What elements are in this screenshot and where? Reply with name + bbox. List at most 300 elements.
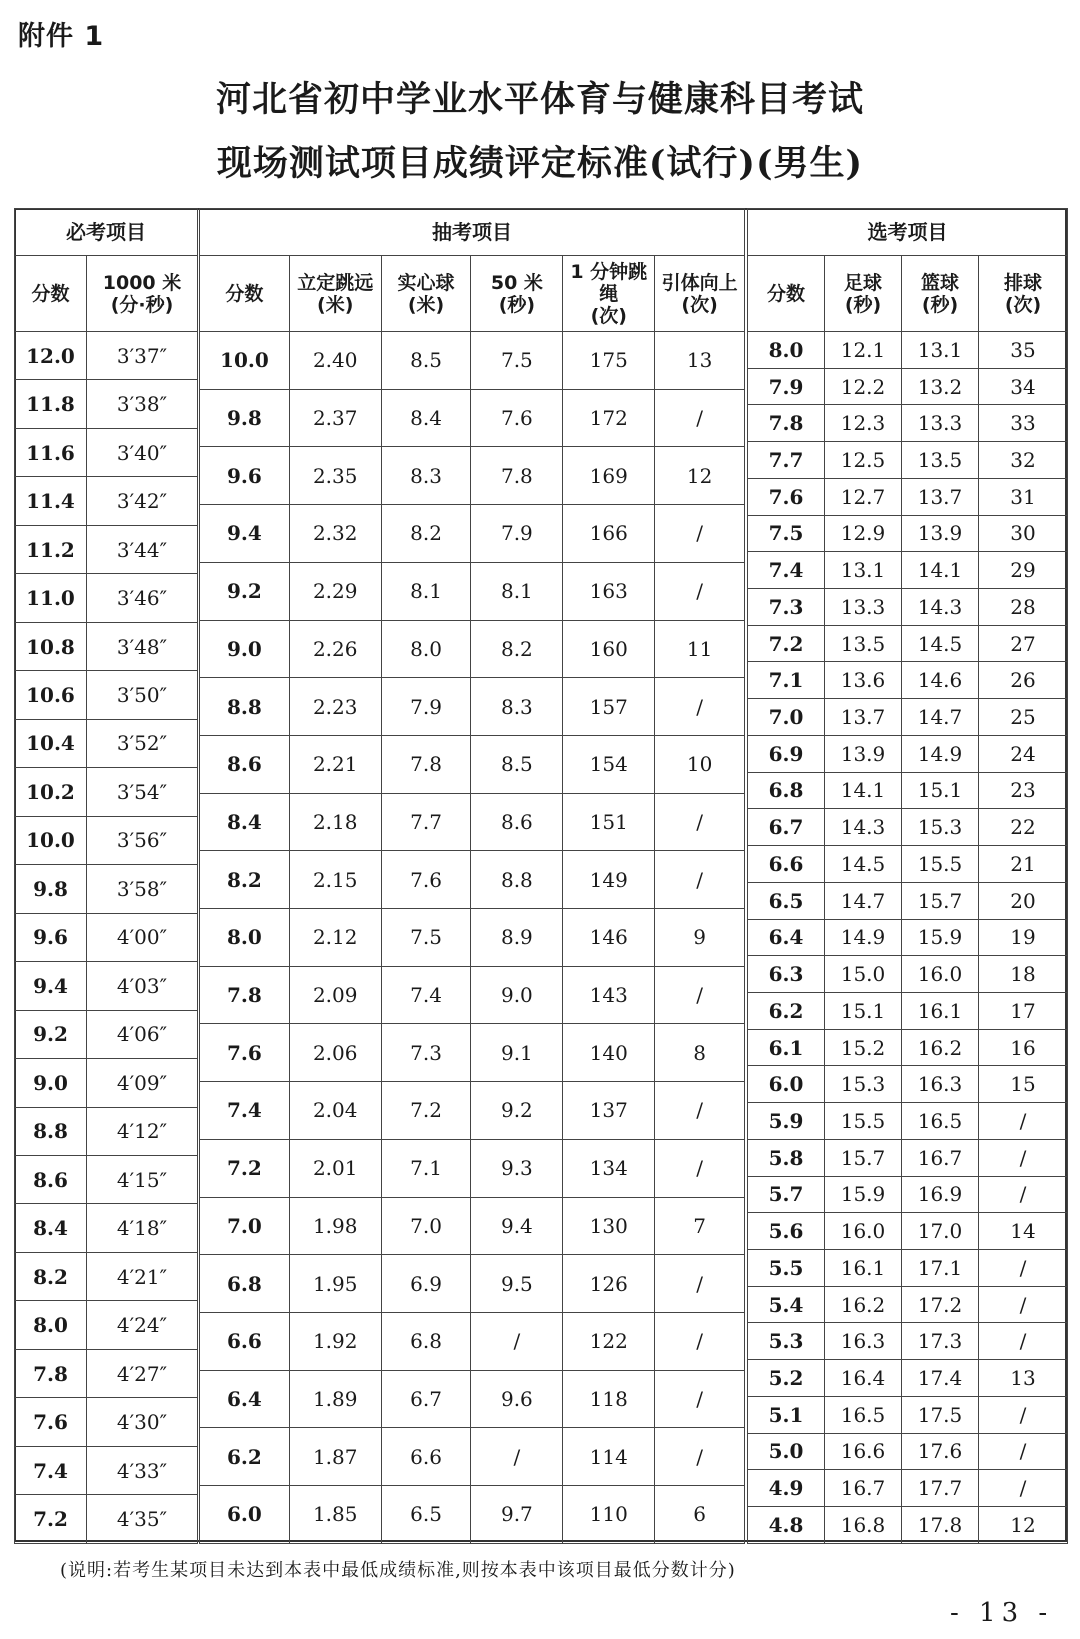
soccer-header: 足球 (秒) <box>825 256 902 332</box>
table-row <box>748 1066 1068 1103</box>
elective-score-cell: 7.8 <box>748 405 825 442</box>
elective-score-cell: 4.8 <box>748 1507 825 1544</box>
sampled-value-cell: 2.18 <box>289 793 381 851</box>
table-row <box>748 1286 1068 1323</box>
sampled-value-cell: 2.35 <box>289 447 381 505</box>
sampled-value-cell: 126 <box>563 1255 655 1313</box>
sampled-value-cell: / <box>655 1370 745 1428</box>
required-value-cell: 4′09″ <box>87 1059 198 1107</box>
sampled-value-cell: 1.85 <box>289 1486 381 1544</box>
table-row <box>748 552 1068 589</box>
elective-value-cell: 18 <box>979 956 1068 993</box>
required-table-body <box>15 332 198 1544</box>
elective-score-cell: 7.0 <box>748 699 825 736</box>
elective-value-cell: 16.9 <box>902 1176 979 1213</box>
table-row <box>748 625 1068 662</box>
elective-score-cell: 5.4 <box>748 1286 825 1323</box>
table-row <box>200 1312 745 1370</box>
sampled-score-cell: 6.2 <box>200 1428 290 1486</box>
sampled-value-cell: 7.9 <box>471 505 563 563</box>
sampled-value-cell: 7.8 <box>471 447 563 505</box>
sampled-value-cell: 2.04 <box>289 1082 381 1140</box>
elective-value-cell: 16.2 <box>825 1286 902 1323</box>
elective-value-cell: 16.3 <box>902 1066 979 1103</box>
sampled-value-cell: 149 <box>563 851 655 909</box>
sampled-score-cell: 7.4 <box>200 1082 290 1140</box>
elective-value-cell: 15.3 <box>902 809 979 846</box>
table-row <box>15 622 198 670</box>
elective-score-cell: 7.2 <box>748 625 825 662</box>
table-row <box>748 919 1068 956</box>
sampled-value-cell: / <box>471 1428 563 1486</box>
elective-score-cell: 4.9 <box>748 1470 825 1507</box>
elective-value-cell: 13.7 <box>902 478 979 515</box>
required-score-cell: 10.4 <box>15 719 87 767</box>
elective-value-cell: 13.3 <box>902 405 979 442</box>
elective-value-cell: 13.2 <box>902 368 979 405</box>
sampled-value-cell: 169 <box>563 447 655 505</box>
table-row <box>15 816 198 864</box>
table-row <box>15 962 198 1010</box>
sampled-value-cell: 8.1 <box>471 562 563 620</box>
elective-score-cell: 6.3 <box>748 956 825 993</box>
sampled-value-cell: 2.09 <box>289 966 381 1024</box>
sampled-value-cell: 1.89 <box>289 1370 381 1428</box>
elective-value-cell: 15.5 <box>825 1103 902 1140</box>
required-value-cell: 3′58″ <box>87 865 198 913</box>
elective-score-cell: 6.8 <box>748 772 825 809</box>
required-score-cell: 9.2 <box>15 1010 87 1058</box>
elective-value-cell: 15.1 <box>902 772 979 809</box>
elective-value-cell: 24 <box>979 735 1068 772</box>
sampled-value-cell: 9.5 <box>471 1255 563 1313</box>
elective-value-cell: 12.5 <box>825 442 902 479</box>
sampled-value-cell: 1.95 <box>289 1255 381 1313</box>
required-score-cell: 11.6 <box>15 428 87 476</box>
table-row <box>15 1301 198 1349</box>
elective-value-cell: 17.7 <box>902 1470 979 1507</box>
elective-value-cell: 14.1 <box>902 552 979 589</box>
table-row <box>15 1398 198 1446</box>
elective-score-cell: 5.2 <box>748 1360 825 1397</box>
pull-up-header: 引体向上 (次) <box>655 256 745 332</box>
table-row <box>15 671 198 719</box>
required-value-cell: 3′52″ <box>87 719 198 767</box>
elective-value-cell: 28 <box>979 589 1068 626</box>
required-value-cell: 3′50″ <box>87 671 198 719</box>
elective-value-cell: 16 <box>979 1029 1068 1066</box>
table-row <box>748 368 1068 405</box>
elective-value-cell: 17.1 <box>902 1249 979 1286</box>
table-row <box>15 865 198 913</box>
sampled-value-cell: / <box>655 389 745 447</box>
table-row <box>200 966 745 1024</box>
required-score-cell: 11.2 <box>15 525 87 573</box>
table-row <box>200 909 745 967</box>
table-row <box>200 505 745 563</box>
table-row <box>200 389 745 447</box>
elective-value-cell: 23 <box>979 772 1068 809</box>
sampled-value-cell: 175 <box>563 332 655 390</box>
table-row <box>200 1370 745 1428</box>
sampled-value-cell: 11 <box>655 620 745 678</box>
elective-value-cell: 16.7 <box>825 1470 902 1507</box>
required-score-cell: 10.0 <box>15 816 87 864</box>
standing-jump-header: 立定跳远 (米) <box>289 256 381 332</box>
sampled-value-cell: 7.5 <box>471 332 563 390</box>
sampled-value-cell: 2.15 <box>289 851 381 909</box>
sampled-score-cell: 7.0 <box>200 1197 290 1255</box>
sampled-value-cell: 7.6 <box>381 851 471 909</box>
elective-value-cell: 14.9 <box>825 919 902 956</box>
elective-score-cell: 5.1 <box>748 1396 825 1433</box>
elective-value-cell: 34 <box>979 368 1068 405</box>
sampled-items-table <box>199 208 745 1544</box>
sampled-value-cell: 8.8 <box>471 851 563 909</box>
sampled-value-cell: 157 <box>563 678 655 736</box>
sampled-score-cell: 6.6 <box>200 1312 290 1370</box>
sampled-score-cell: 6.0 <box>200 1486 290 1544</box>
jump-rope-header: 1 分钟跳绳 (次) <box>563 256 655 332</box>
table-row <box>200 851 745 909</box>
sampled-value-cell: 9 <box>655 909 745 967</box>
elective-score-cell: 5.9 <box>748 1103 825 1140</box>
required-group-header: 必考项目 <box>15 209 198 256</box>
elective-value-cell: 14.7 <box>902 699 979 736</box>
sampled-value-cell: 154 <box>563 735 655 793</box>
elective-value-cell: 14.6 <box>902 662 979 699</box>
sampled-value-cell: 12 <box>655 447 745 505</box>
required-score-cell: 8.6 <box>15 1155 87 1203</box>
table-row <box>15 1252 198 1300</box>
sampled-value-cell: / <box>655 966 745 1024</box>
table-row <box>748 1213 1068 1250</box>
required-score-cell: 8.2 <box>15 1252 87 1300</box>
elective-items-table <box>747 208 1068 1544</box>
elective-value-cell: 16.4 <box>825 1360 902 1397</box>
sampled-value-cell: / <box>655 678 745 736</box>
sampled-value-cell: 143 <box>563 966 655 1024</box>
table-row <box>200 620 745 678</box>
elective-value-cell: 13 <box>979 1360 1068 1397</box>
sampled-score-cell: 6.8 <box>200 1255 290 1313</box>
elective-value-cell: 15 <box>979 1066 1068 1103</box>
table-row <box>748 809 1068 846</box>
table-row <box>748 772 1068 809</box>
sampled-score-cell: 8.8 <box>200 678 290 736</box>
required-score-cell: 11.4 <box>15 477 87 525</box>
elective-value-cell: 15.1 <box>825 992 902 1029</box>
required-value-cell: 4′12″ <box>87 1107 198 1155</box>
sampled-value-cell: 137 <box>563 1082 655 1140</box>
table-row <box>200 1082 745 1140</box>
sampled-value-cell: 2.26 <box>289 620 381 678</box>
elective-value-cell: 17.8 <box>902 1507 979 1544</box>
sampled-score-cell: 9.0 <box>200 620 290 678</box>
sampled-value-cell: 7 <box>655 1197 745 1255</box>
elective-value-cell: 17 <box>979 992 1068 1029</box>
sampled-value-cell: 6.6 <box>381 1428 471 1486</box>
elective-score-cell: 5.3 <box>748 1323 825 1360</box>
sampled-value-cell: 7.8 <box>381 735 471 793</box>
required-score-cell: 8.4 <box>15 1204 87 1252</box>
elective-value-cell: 12.2 <box>825 368 902 405</box>
elective-value-cell: 14.9 <box>902 735 979 772</box>
sprint-50m-header: 50 米 (秒) <box>471 256 563 332</box>
table-row <box>748 405 1068 442</box>
table-row <box>748 1433 1068 1470</box>
elective-value-cell: 14.5 <box>902 625 979 662</box>
elective-value-cell: 16.6 <box>825 1433 902 1470</box>
sampled-value-cell: 8.1 <box>381 562 471 620</box>
sampled-value-cell: 7.3 <box>381 1024 471 1082</box>
elective-value-cell: 13.9 <box>825 735 902 772</box>
required-score-cell: 11.0 <box>15 574 87 622</box>
elective-value-cell: 19 <box>979 919 1068 956</box>
elective-value-cell: 14.3 <box>825 809 902 846</box>
sampled-value-cell: 7.5 <box>381 909 471 967</box>
sampled-value-cell: 118 <box>563 1370 655 1428</box>
sampled-value-cell: / <box>471 1312 563 1370</box>
required-score-cell: 12.0 <box>15 332 87 380</box>
sampled-score-header: 分数 <box>200 256 290 332</box>
elective-value-cell: 17.0 <box>902 1213 979 1250</box>
sampled-value-cell: 2.29 <box>289 562 381 620</box>
elective-score-cell: 7.4 <box>748 552 825 589</box>
required-score-cell: 9.6 <box>15 913 87 961</box>
table-row <box>15 1495 198 1543</box>
required-value-cell: 4′35″ <box>87 1495 198 1543</box>
required-value-cell: 3′38″ <box>87 380 198 428</box>
sampled-score-cell: 7.8 <box>200 966 290 1024</box>
required-value-cell: 3′37″ <box>87 332 198 380</box>
sampled-value-cell: 10 <box>655 735 745 793</box>
elective-value-cell: 13.5 <box>825 625 902 662</box>
table-row <box>748 332 1068 369</box>
table-row <box>200 735 745 793</box>
elective-value-cell: 12.9 <box>825 515 902 552</box>
sampled-value-cell: 172 <box>563 389 655 447</box>
elective-value-cell: 27 <box>979 625 1068 662</box>
required-score-cell: 7.6 <box>15 1398 87 1446</box>
elective-value-cell: 21 <box>979 846 1068 883</box>
elective-value-cell: 13.6 <box>825 662 902 699</box>
sampled-score-cell: 10.0 <box>200 332 290 390</box>
elective-value-cell: 16.1 <box>825 1249 902 1286</box>
sampled-table-body <box>200 332 745 1544</box>
table-row <box>15 380 198 428</box>
table-row <box>15 332 198 380</box>
sampled-score-cell: 9.2 <box>200 562 290 620</box>
table-row <box>200 1139 745 1197</box>
sampled-value-cell: 6.5 <box>381 1486 471 1544</box>
sampled-value-cell: 7.2 <box>381 1082 471 1140</box>
elective-value-cell: 15.7 <box>825 1139 902 1176</box>
sampled-value-cell: 134 <box>563 1139 655 1197</box>
elective-value-cell: 15.3 <box>825 1066 902 1103</box>
elective-value-cell: 16.3 <box>825 1323 902 1360</box>
elective-value-cell: 33 <box>979 405 1068 442</box>
sampled-value-cell: 160 <box>563 620 655 678</box>
sampled-value-cell: 122 <box>563 1312 655 1370</box>
elective-value-cell: 15.7 <box>902 882 979 919</box>
sampled-value-cell: 9.4 <box>471 1197 563 1255</box>
table-row <box>200 447 745 505</box>
table-row <box>15 1010 198 1058</box>
elective-value-cell: 29 <box>979 552 1068 589</box>
elective-value-cell: 15.9 <box>902 919 979 956</box>
required-score-cell: 8.8 <box>15 1107 87 1155</box>
table-row <box>15 1059 198 1107</box>
required-score-cell: 8.0 <box>15 1301 87 1349</box>
sampled-value-cell: 8.6 <box>471 793 563 851</box>
sampled-value-cell: 6.7 <box>381 1370 471 1428</box>
required-score-cell: 9.8 <box>15 865 87 913</box>
table-row <box>15 719 198 767</box>
elective-value-cell: 20 <box>979 882 1068 919</box>
sampled-value-cell: 9.1 <box>471 1024 563 1082</box>
elective-value-cell: 17.5 <box>902 1396 979 1433</box>
sampled-value-cell: 8.0 <box>381 620 471 678</box>
elective-value-cell: 13.1 <box>825 552 902 589</box>
table-row <box>200 678 745 736</box>
elective-score-cell: 6.9 <box>748 735 825 772</box>
elective-group-header: 选考项目 <box>748 209 1068 256</box>
table-row <box>748 662 1068 699</box>
table-row <box>200 1255 745 1313</box>
sampled-value-cell: / <box>655 505 745 563</box>
table-row <box>15 1155 198 1203</box>
table-row <box>15 1446 198 1494</box>
required-value-cell: 4′06″ <box>87 1010 198 1058</box>
elective-score-cell: 6.4 <box>748 919 825 956</box>
table-row <box>748 1507 1068 1544</box>
sampled-value-cell: 163 <box>563 562 655 620</box>
sampled-value-cell: 9.7 <box>471 1486 563 1544</box>
elective-value-cell: 30 <box>979 515 1068 552</box>
elective-value-cell: 17.2 <box>902 1286 979 1323</box>
required-value-cell: 4′27″ <box>87 1349 198 1397</box>
elective-value-cell: / <box>979 1396 1068 1433</box>
table-row <box>15 768 198 816</box>
required-score-cell: 10.6 <box>15 671 87 719</box>
table-row <box>200 332 745 390</box>
sampled-value-cell: 1.98 <box>289 1197 381 1255</box>
table-row <box>748 956 1068 993</box>
sampled-value-cell: 7.6 <box>471 389 563 447</box>
sampled-value-cell: 7.1 <box>381 1139 471 1197</box>
required-score-cell: 9.4 <box>15 962 87 1010</box>
elective-value-cell: 17.3 <box>902 1323 979 1360</box>
sampled-value-cell: / <box>655 562 745 620</box>
elective-value-cell: / <box>979 1139 1068 1176</box>
required-score-cell: 10.2 <box>15 768 87 816</box>
required-value-cell: 3′42″ <box>87 477 198 525</box>
elective-score-cell: 7.6 <box>748 478 825 515</box>
sampled-value-cell: 140 <box>563 1024 655 1082</box>
document-title-line-2: 现场测试项目成绩评定标准(试行)(男生) <box>216 143 864 184</box>
sampled-value-cell: / <box>655 1255 745 1313</box>
elective-score-cell: 5.8 <box>748 1139 825 1176</box>
sampled-score-cell: 8.6 <box>200 735 290 793</box>
required-1000m-header: 1000 米 (分·秒) <box>87 256 198 332</box>
elective-score-cell: 6.0 <box>748 1066 825 1103</box>
elective-value-cell: 26 <box>979 662 1068 699</box>
sampled-value-cell: 9.0 <box>471 966 563 1024</box>
table-row <box>748 1360 1068 1397</box>
sampled-score-cell: 9.6 <box>200 447 290 505</box>
sampled-value-cell: 8.2 <box>381 505 471 563</box>
sampled-score-cell: 9.8 <box>200 389 290 447</box>
required-value-cell: 4′15″ <box>87 1155 198 1203</box>
sampled-value-cell: 8.5 <box>381 332 471 390</box>
elective-value-cell: 32 <box>979 442 1068 479</box>
elective-value-cell: 22 <box>979 809 1068 846</box>
table-row <box>748 735 1068 772</box>
sampled-value-cell: 13 <box>655 332 745 390</box>
sampled-value-cell: 8 <box>655 1024 745 1082</box>
table-row <box>748 442 1068 479</box>
elective-score-cell: 5.7 <box>748 1176 825 1213</box>
elective-value-cell: 16.8 <box>825 1507 902 1544</box>
table-row <box>15 525 198 573</box>
sampled-group-header: 抽考项目 <box>200 209 745 256</box>
elective-score-header: 分数 <box>748 256 825 332</box>
sampled-value-cell: 9.3 <box>471 1139 563 1197</box>
required-value-cell: 3′54″ <box>87 768 198 816</box>
elective-value-cell: 16.0 <box>825 1213 902 1250</box>
required-score-cell: 7.2 <box>15 1495 87 1543</box>
elective-value-cell: 15.0 <box>825 956 902 993</box>
sampled-value-cell: 2.12 <box>289 909 381 967</box>
elective-score-cell: 6.2 <box>748 992 825 1029</box>
sampled-score-cell: 8.4 <box>200 793 290 851</box>
sampled-score-cell: 6.4 <box>200 1370 290 1428</box>
elective-value-cell: 14.1 <box>825 772 902 809</box>
page-number: - 13 - <box>950 1598 1054 1628</box>
table-row <box>748 478 1068 515</box>
basketball-header: 篮球 (秒) <box>902 256 979 332</box>
elective-value-cell: / <box>979 1470 1068 1507</box>
elective-score-cell: 7.7 <box>748 442 825 479</box>
elective-value-cell: 15.9 <box>825 1176 902 1213</box>
sampled-value-cell: 9.6 <box>471 1370 563 1428</box>
elective-value-cell: 13.3 <box>825 589 902 626</box>
elective-score-cell: 7.5 <box>748 515 825 552</box>
required-score-cell: 9.0 <box>15 1059 87 1107</box>
elective-value-cell: 15.5 <box>902 846 979 883</box>
elective-value-cell: 14.5 <box>825 846 902 883</box>
elective-value-cell: 16.0 <box>902 956 979 993</box>
elective-score-cell: 5.6 <box>748 1213 825 1250</box>
elective-value-cell: 16.5 <box>825 1396 902 1433</box>
document-title-line-1: 河北省初中学业水平体育与健康科目考试 <box>215 79 864 120</box>
table-row <box>748 846 1068 883</box>
elective-value-cell: 16.7 <box>902 1139 979 1176</box>
table-row <box>200 1486 745 1544</box>
table-row <box>200 1024 745 1082</box>
required-value-cell: 4′30″ <box>87 1398 198 1446</box>
table-row <box>15 428 198 476</box>
required-score-cell: 11.8 <box>15 380 87 428</box>
sampled-value-cell: 8.3 <box>381 447 471 505</box>
elective-score-cell: 7.1 <box>748 662 825 699</box>
elective-value-cell: 14 <box>979 1213 1068 1250</box>
sampled-value-cell: 2.01 <box>289 1139 381 1197</box>
sampled-value-cell: 114 <box>563 1428 655 1486</box>
table-row <box>748 992 1068 1029</box>
elective-value-cell: 12.7 <box>825 478 902 515</box>
